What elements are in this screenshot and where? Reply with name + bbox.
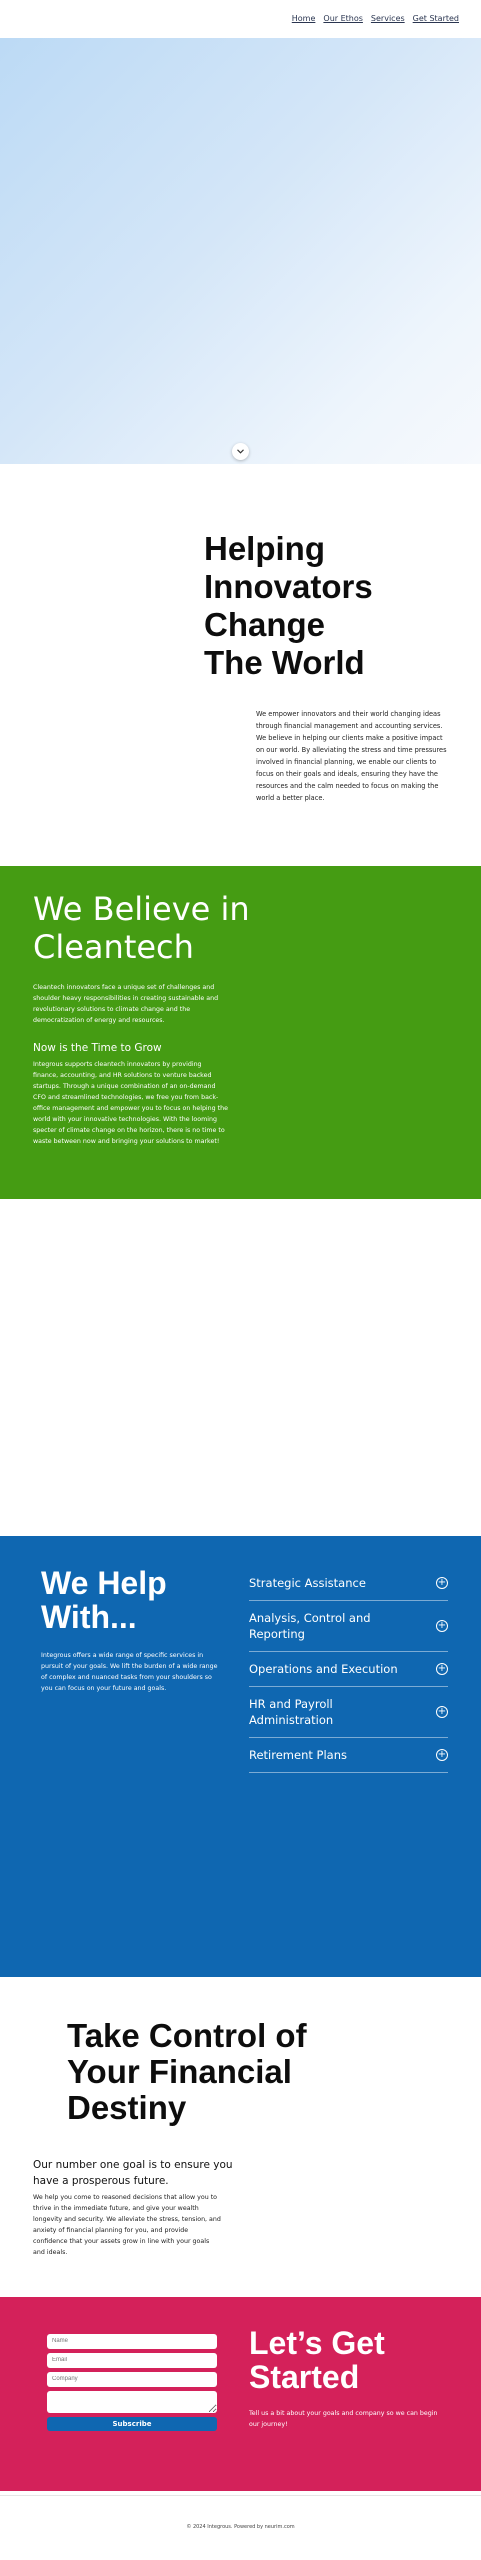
intro-heading-line: The World bbox=[204, 644, 365, 681]
services-description: Integrous offers a wide range of specific services in pursuit of your goals. We lift the burden of a wide range of complex and nuanced tasks from your shoulders so you can focus on your future and goals. bbox=[41, 1652, 218, 1692]
cleantech-heading-line: Cleantech bbox=[33, 928, 194, 966]
accordion-item-label: Analysis, Control and Reporting bbox=[249, 1611, 371, 1641]
plus-circle-icon[interactable]: + bbox=[437, 1663, 447, 1674]
plus-circle-icon[interactable]: + bbox=[437, 1620, 447, 1631]
plus-circle-icon[interactable]: + bbox=[437, 1577, 447, 1588]
accordion-item-operations-execution[interactable] bbox=[249, 1652, 448, 1687]
chevron-down-icon bbox=[237, 449, 244, 454]
take-control-subheading: Our number one goal is to ensure you have a prosperous future. bbox=[33, 2159, 233, 2187]
footer-divider bbox=[0, 2495, 481, 2496]
services-accordion bbox=[249, 1566, 448, 1773]
contact-form bbox=[47, 2334, 217, 2431]
take-control-heading-line: Take Control of bbox=[67, 2017, 307, 2054]
nav-link-our-ethos[interactable]: Our Ethos bbox=[323, 14, 363, 23]
get-started-heading bbox=[249, 2326, 449, 2394]
plus-circle-icon[interactable]: + bbox=[437, 1706, 447, 1717]
cleantech-section bbox=[0, 866, 481, 1199]
nav-link-get-started[interactable]: Get Started bbox=[412, 14, 459, 23]
take-control-paragraph: We help you come to reasoned decisions that allow you to thrive in the immediate future, and give your wealth longevity and security. We alleviate the stress, tension, and anxiety of financial planning for you, and provide confidence that your assets grow in line with your goals and ideals. bbox=[33, 2194, 221, 2256]
get-started-section bbox=[0, 2297, 481, 2491]
accordion-item-label: Strategic Assistance bbox=[249, 1576, 366, 1590]
take-control-heading-line: Destiny bbox=[67, 2089, 187, 2126]
cleantech-paragraph: Cleantech innovators face a unique set of challenges and shoulder heavy responsibilities in creating sustainable and revolutionary solutions to climate change and the democratization of energy and resources. bbox=[33, 984, 219, 1024]
services-heading-line: We Help bbox=[41, 1565, 167, 1601]
footer-copyright: © 2024 Integrous. Powered by neurim.com bbox=[186, 2524, 295, 2530]
hero-banner bbox=[0, 38, 481, 464]
intro-heading-line: Innovators bbox=[204, 568, 373, 605]
top-navigation bbox=[0, 0, 481, 38]
accordion-item-label: Retirement Plans bbox=[249, 1748, 347, 1762]
get-started-text: Tell us a bit about your goals and company so we can begin our journey! bbox=[249, 2410, 438, 2428]
nav-link-services[interactable]: Services bbox=[370, 14, 405, 23]
intro-heading bbox=[204, 530, 464, 682]
scroll-down-button[interactable] bbox=[232, 443, 249, 460]
email-field[interactable] bbox=[47, 2353, 217, 2368]
accordion-item-label: Operations and Execution bbox=[249, 1662, 398, 1676]
nav-links bbox=[292, 14, 459, 23]
intro-heading-line: Helping bbox=[204, 530, 325, 567]
intro-paragraph: We empower innovators and their world changing ideas through financial management and accounting services. We believe in helping our clients make a positive impact on our world. By alleviating the stress and time pressures involved in financial planning, we enable our clients to focus on their goals and ideals, ensuring they have the resources and the calm needed to focus on making the world a better place. bbox=[256, 710, 447, 802]
take-control-heading bbox=[67, 2018, 367, 2126]
accordion-item-analysis-control-reporting[interactable] bbox=[249, 1601, 448, 1652]
subscribe-button[interactable]: Subscribe bbox=[47, 2417, 217, 2431]
accordion-item-retirement-plans[interactable] bbox=[249, 1738, 448, 1773]
cleantech-heading bbox=[33, 890, 373, 966]
intro-heading-line: Change bbox=[204, 606, 326, 643]
accordion-item-strategic-assistance[interactable] bbox=[249, 1566, 448, 1601]
get-started-heading-line: Started bbox=[249, 2359, 360, 2395]
cleantech-subheading: Now is the Time to Grow bbox=[33, 1042, 162, 1054]
accordion-item-label: HR and Payroll Administration bbox=[249, 1697, 334, 1727]
cleantech-paragraph: Integrous supports cleantech innovators by providing finance, accounting, and HR solutions to venture backed startups. Through a unique combination of an on-demand CFO and streamlined technologies, we free you from back-office management and empower you to focus on helping the world with your innovative technologies. With the looming specter of climate change on the horizon, there is no time to waste between now and bringing your solutions to market! bbox=[33, 1061, 229, 1145]
services-heading bbox=[41, 1566, 221, 1634]
cleantech-heading-line: We Believe in bbox=[33, 890, 250, 928]
plus-circle-icon[interactable]: + bbox=[437, 1749, 447, 1760]
take-control-heading-line: Your Financial bbox=[67, 2053, 292, 2090]
services-section bbox=[0, 1536, 481, 1977]
services-heading-line: With... bbox=[41, 1599, 137, 1635]
name-field[interactable] bbox=[47, 2334, 217, 2349]
message-field[interactable] bbox=[47, 2391, 217, 2413]
get-started-heading-line: Let’s Get bbox=[249, 2325, 385, 2361]
accordion-item-hr-payroll[interactable] bbox=[249, 1687, 448, 1738]
nav-link-home[interactable]: Home bbox=[291, 14, 316, 23]
company-field[interactable] bbox=[47, 2372, 217, 2387]
